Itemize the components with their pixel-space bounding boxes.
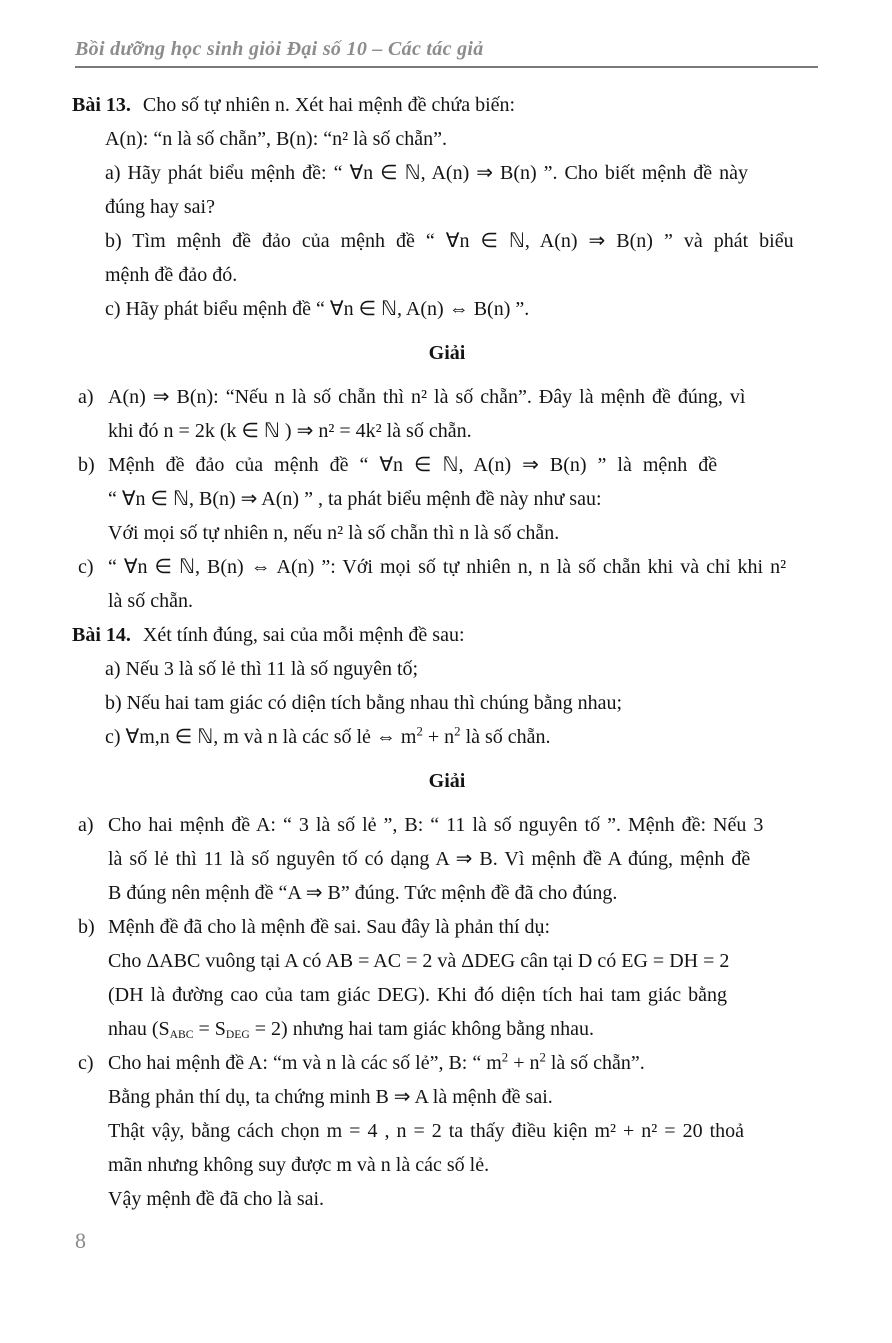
solution-item-a bbox=[72, 380, 822, 414]
list-marker: b) bbox=[78, 454, 95, 476]
text-line: Mệnh đề đảo của mệnh đề “ ∀n ∈ ℕ, A(n) ⇒ B(n) ” là mệnh đề bbox=[108, 454, 718, 476]
text-line-math bbox=[108, 1052, 645, 1074]
text-line: Thật vậy, bằng cách chọn m = 4 , n = 2 ta thấy điều kiện m² + n² = 20 thoả bbox=[108, 1120, 745, 1142]
text-line: là số chẵn. bbox=[108, 590, 193, 612]
math-text: là số chẵn. bbox=[460, 726, 551, 748]
superscript: 2 bbox=[416, 724, 423, 739]
text-line: a) Nếu 3 là số lẻ thì 11 là số nguyên tố; bbox=[105, 658, 419, 680]
solution-item-b bbox=[72, 910, 822, 944]
text-line: Cho ΔABC vuông tại A có AB = AC = 2 và ΔDEG cân tại D có EG = DH = 2 bbox=[108, 950, 730, 972]
text-line: b) Nếu hai tam giác có diện tích bằng nhau thì chúng bằng nhau; bbox=[105, 692, 623, 714]
list-marker: a) bbox=[78, 386, 94, 408]
text-line: (DH là đường cao của tam giác DEG). Khi đó diện tích hai tam giác bằng bbox=[108, 984, 728, 1006]
superscript: 2 bbox=[454, 724, 461, 739]
text-line: a) Hãy phát biểu mệnh đề: “ ∀n ∈ ℕ, A(n) ⇒ B(n) ”. Cho biết mệnh đề này bbox=[105, 162, 749, 184]
math-text: = 2) nhưng hai tam giác không bằng nhau. bbox=[249, 1018, 595, 1040]
superscript: 2 bbox=[501, 1050, 509, 1065]
page-header bbox=[75, 38, 818, 68]
text-line: “ ∀n ∈ ℕ, B(n) ⇔ A(n) ”: Với mọi số tự nhiên n, n là số chẵn khi và chỉ khi n² bbox=[108, 556, 787, 578]
subscript: ABC bbox=[169, 1028, 194, 1041]
solution-item-a bbox=[72, 808, 822, 842]
math-text: = S bbox=[193, 1018, 226, 1040]
page-number: 8 bbox=[75, 1228, 86, 1253]
list-marker: c) bbox=[78, 556, 94, 578]
text-line: đúng hay sai? bbox=[105, 196, 215, 218]
header-title: Bồi dưỡng học sinh giỏi Đại số 10 – Các tác giả bbox=[75, 38, 484, 60]
problem-13-intro: Cho số tự nhiên n. Xét hai mệnh đề chứa biến: bbox=[142, 94, 516, 116]
list-marker: c) bbox=[78, 1052, 94, 1074]
list-marker: a) bbox=[78, 814, 94, 836]
text-line: b) Tìm mệnh đề đảo của mệnh đề “ ∀n ∈ ℕ, A(n) ⇒ B(n) ” và phát biểu bbox=[105, 230, 794, 252]
solution-heading: Giải bbox=[428, 342, 466, 364]
text-line-math bbox=[72, 1012, 822, 1046]
text-line-math bbox=[72, 720, 822, 754]
text-line: mãn nhưng không suy được m và n là các số lẻ. bbox=[108, 1154, 490, 1176]
text-line: B đúng nên mệnh đề “A ⇒ B” đúng. Tức mệnh đề đã cho đúng. bbox=[108, 882, 618, 904]
text-line: Vậy mệnh đề đã cho là sai. bbox=[108, 1188, 325, 1210]
subscript: DEG bbox=[225, 1028, 250, 1041]
page-content bbox=[72, 88, 822, 1258]
solution-item-b bbox=[72, 448, 822, 482]
problem-14-label: Bài 14. bbox=[72, 624, 131, 646]
text-line: Cho hai mệnh đề A: “ 3 là số lẻ ”, B: “ 11 là số nguyên tố ”. Mệnh đề: Nếu 3 bbox=[108, 814, 764, 836]
text-line: Bằng phản thí dụ, ta chứng minh B ⇒ A là mệnh đề sai. bbox=[108, 1086, 553, 1108]
text-line: Với mọi số tự nhiên n, nếu n² là số chẵn thì n là số chẵn. bbox=[108, 522, 560, 544]
problem-14-title bbox=[72, 618, 822, 652]
solution-item-c bbox=[72, 1046, 822, 1080]
math-text: Cho hai mệnh đề A: “m và n là các số lẻ”, B: “ m bbox=[108, 1052, 502, 1074]
superscript: 2 bbox=[539, 1050, 546, 1065]
text-line: Mệnh đề đã cho là mệnh đề sai. Sau đây là phản thí dụ: bbox=[108, 916, 551, 938]
list-marker: b) bbox=[78, 916, 95, 938]
text-line: mệnh đề đảo đó. bbox=[105, 264, 238, 286]
problem-13-label: Bài 13. bbox=[72, 94, 131, 116]
math-text: nhau (S bbox=[108, 1018, 170, 1040]
text-line: “ ∀n ∈ ℕ, B(n) ⇒ A(n) ” , ta phát biểu mệnh đề này như sau: bbox=[108, 488, 602, 510]
problem-13-title bbox=[72, 88, 822, 122]
text-line: c) Hãy phát biểu mệnh đề “ ∀n ∈ ℕ, A(n) ⇔ B(n) ”. bbox=[105, 298, 530, 320]
math-text: là số chẵn”. bbox=[545, 1052, 645, 1074]
solution-item-c bbox=[72, 550, 822, 584]
text-line: là số lẻ thì 11 là số nguyên tố có dạng A ⇒ B. Vì mệnh đề A đúng, mệnh đề bbox=[108, 848, 751, 870]
math-text: + n bbox=[508, 1052, 540, 1074]
solution-heading: Giải bbox=[428, 770, 466, 792]
problem-14-intro: Xét tính đúng, sai của mỗi mệnh đề sau: bbox=[142, 624, 465, 646]
math-text: c) ∀m,n ∈ ℕ, m và n là các số lẻ ⇔ m bbox=[105, 726, 417, 748]
text-line: A(n): “n là số chẵn”, B(n): “n² là số chẵn”. bbox=[105, 128, 447, 150]
text-line: A(n) ⇒ B(n): “Nếu n là số chẵn thì n² là số chẵn”. Đây là mệnh đề đúng, vì bbox=[108, 386, 746, 408]
text-line: khi đó n = 2k (k ∈ ℕ ) ⇒ n² = 4k² là số chẵn. bbox=[108, 420, 472, 442]
math-text: + n bbox=[422, 726, 455, 748]
